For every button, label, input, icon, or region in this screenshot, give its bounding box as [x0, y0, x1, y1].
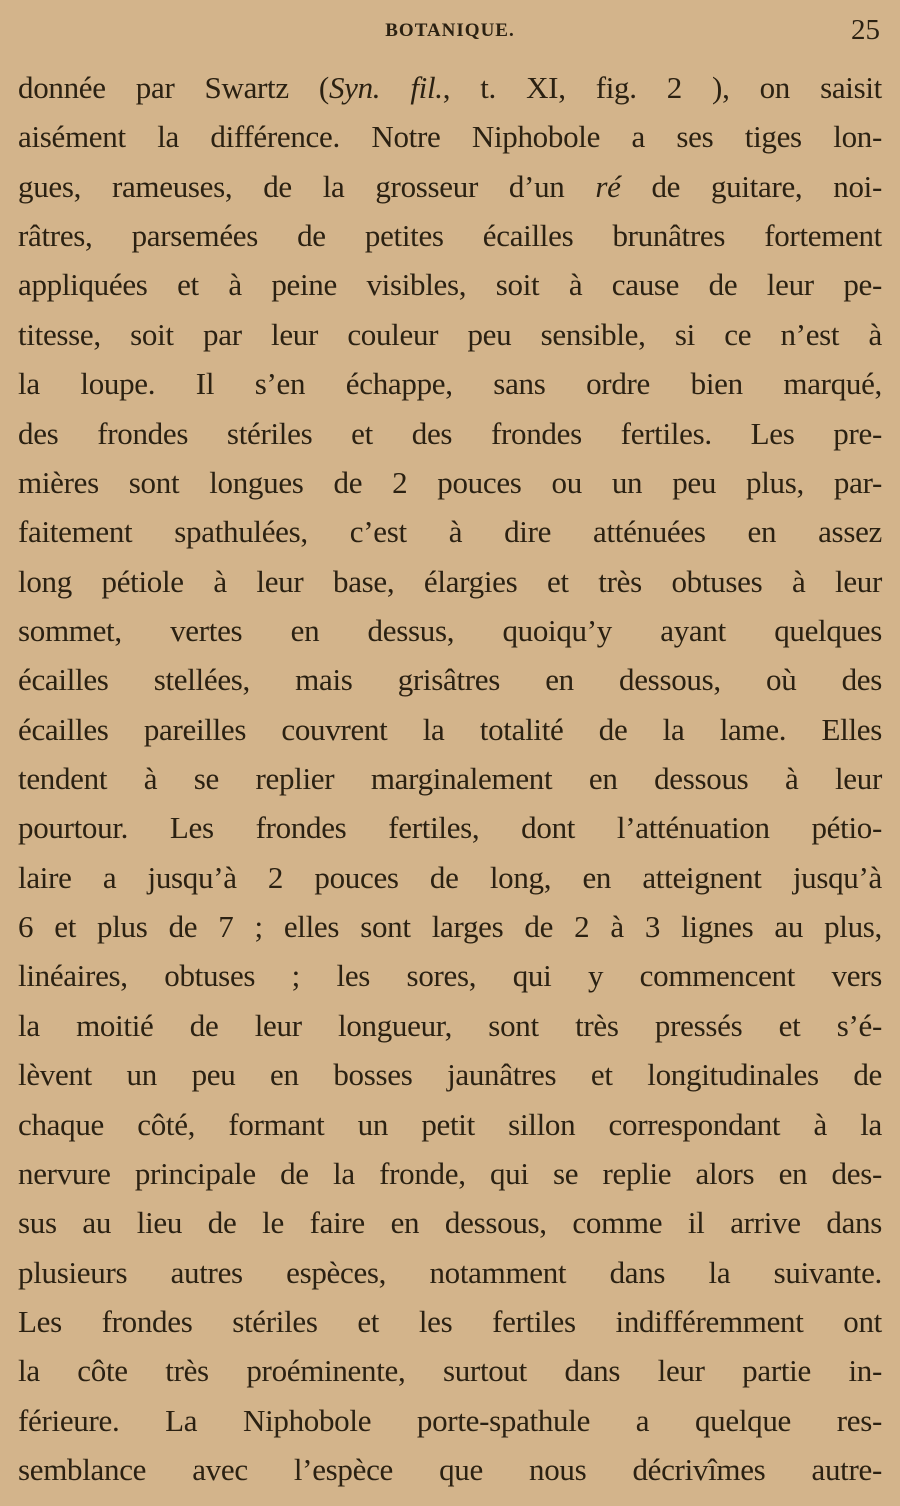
text-line: râtres, parsemées de petites écailles brunâtres fortement [18, 218, 882, 254]
text-line: la loupe. Il s’en échappe, sans ordre bien marqué, [18, 366, 882, 402]
page-number: 25 [851, 14, 880, 46]
citation-italic: Syn. fil. [328, 70, 443, 105]
text-span: de guitare, noi- [620, 168, 882, 204]
page-header [0, 14, 900, 50]
text-line: écailles pareilles couvrent la totalité de la lame. Elles [18, 711, 882, 747]
text-span: gues, rameuses, de la grosseur d’un [18, 168, 596, 204]
text-line: férieure. La Niphobole porte-spathule a quelque res- [18, 1402, 882, 1438]
text-line: sommet, vertes en dessus, quoiqu’y ayant quelques [18, 612, 882, 648]
text-line: mières sont longues de 2 pouces ou un peu plus, par- [18, 464, 882, 500]
text-line: chaque côté, formant un petit sillon correspondant à la [18, 1106, 882, 1142]
text-line: sus au lieu de le faire en dessous, comme il arrive dans [18, 1205, 882, 1241]
text-line: la côte très proéminente, surtout dans leur partie in- [18, 1353, 882, 1389]
text-line: la moitié de leur longueur, sont très pressés et s’é- [18, 1007, 882, 1043]
text-line: laire a jusqu’à 2 pouces de long, en atteignent jusqu’à [18, 859, 882, 895]
text-line: nervure principale de la fronde, qui se replie alors en des- [18, 1155, 882, 1191]
text-line [18, 63, 882, 112]
text-line: lèvent un peu en bosses jaunâtres et longitudinales de [18, 1057, 882, 1093]
text-line: aisément la différence. Notre Niphobole a ses tiges lon- [18, 119, 882, 155]
text-line: 6 et plus de 7 ; elles sont larges de 2 à 3 lignes au plus, [18, 909, 882, 945]
text-line: appliquées et à peine visibles, soit à cause de leur pe- [18, 267, 882, 303]
text-span: , t. XI, fig. 2 ), on saisit [442, 70, 882, 105]
text-line: titesse, soit par leur couleur peu sensible, si ce n’est à [18, 316, 882, 352]
text-line: long pétiole à leur base, élargies et très obtuses à leur [18, 563, 882, 599]
text-line: tendent à se replier marginalement en dessous à leur [18, 761, 882, 797]
text-span: donnée par Swartz ( [18, 70, 329, 105]
body-text [18, 63, 882, 1494]
italic-word: ré [595, 168, 621, 204]
text-line: des frondes stériles et des frondes fertiles. Les pre- [18, 415, 882, 451]
text-line: Les frondes stériles et les fertiles indifféremment ont [18, 1303, 882, 1339]
text-line: faitement spathulées, c’est à dire atténuées en assez [18, 514, 882, 550]
text-line [18, 162, 882, 211]
text-line: écailles stellées, mais grisâtres en dessous, où des [18, 662, 882, 698]
text-line: plusieurs autres espèces, notamment dans la suivante. [18, 1254, 882, 1290]
text-line: semblance avec l’espèce que nous décrivîmes autre- [18, 1452, 882, 1488]
running-title: BOTANIQUE. [385, 20, 515, 41]
text-line: linéaires, obtuses ; les sores, qui y commencent vers [18, 958, 882, 994]
text-line: pourtour. Les frondes fertiles, dont l’atténuation pétio- [18, 810, 882, 846]
